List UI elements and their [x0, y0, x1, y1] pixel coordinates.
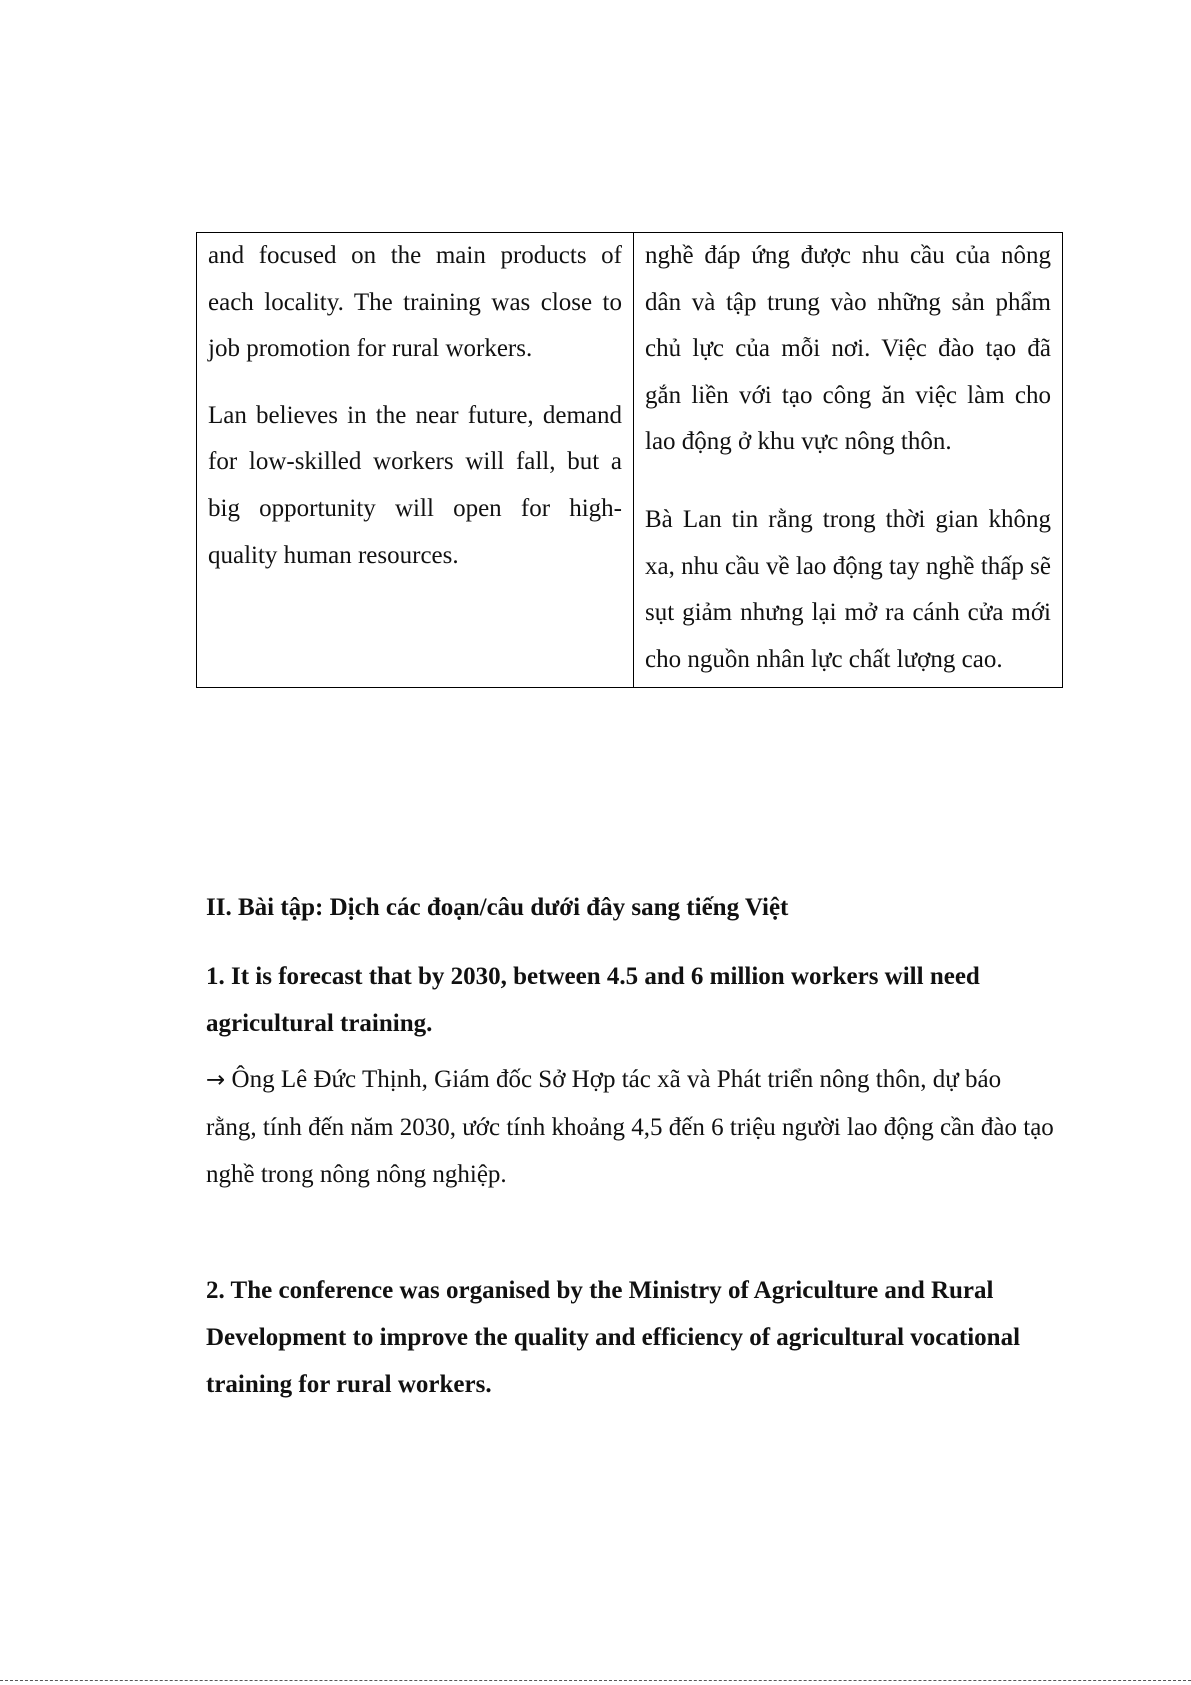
table-row [197, 233, 1063, 688]
answer-1 [206, 1056, 1058, 1198]
section-heading: II. Bài tập: Dịch các đoạn/câu dưới đây sang tiếng Việt [206, 894, 789, 921]
vietnamese-text: Bà Lan tin rằng trong thời gian không xa, nhu cầu về lao động tay nghề thấp sẽ sụt giảm nhưng lại mở ra cánh cửa mới cho nguồn nhân lực chất lượng cao. [645, 505, 1051, 673]
arrow-right-icon: → [206, 1067, 226, 1093]
answer-text: Ông Lê Đức Thịnh, Giám đốc Sở Hợp tác xã và Phát triển nông thôn, dự báo rằng, tính đến năm 2030, ước tính khoảng 4,5 đến 6 triệu người lao động cần đào tạo nghề trong nông nông nghiệp. [206, 1066, 1054, 1188]
english-text: Lan believes in the near future, demand for low-skilled workers will fall, but a big opportunity will open for high-quality human resources. [208, 401, 622, 569]
exercise-question-1: 1. It is forecast that by 2030, between 4.5 and 6 million workers will need agricultural training. [206, 963, 980, 1037]
page-bottom-divider [0, 1680, 1191, 1681]
english-text: and focused on the main products of each locality. The training was close to job promotion for rural workers. [208, 242, 622, 363]
vietnamese-cell [634, 233, 1063, 688]
exercise-question-2: 2. The conference was organised by the Ministry of Agriculture and Rural Development to improve the quality and efficiency of agricultural vocational training for rural workers. [206, 1277, 1021, 1398]
vietnamese-text: nghề đáp ứng được nhu cầu của nông dân và tập trung vào những sản phẩm chủ lực của mỗi nơi. Việc đào tạo đã gắn liền với tạo công ăn việc làm cho lao động ở khu vực nông thôn. [645, 242, 1051, 456]
translation-table [196, 232, 1063, 688]
english-cell [197, 233, 634, 688]
